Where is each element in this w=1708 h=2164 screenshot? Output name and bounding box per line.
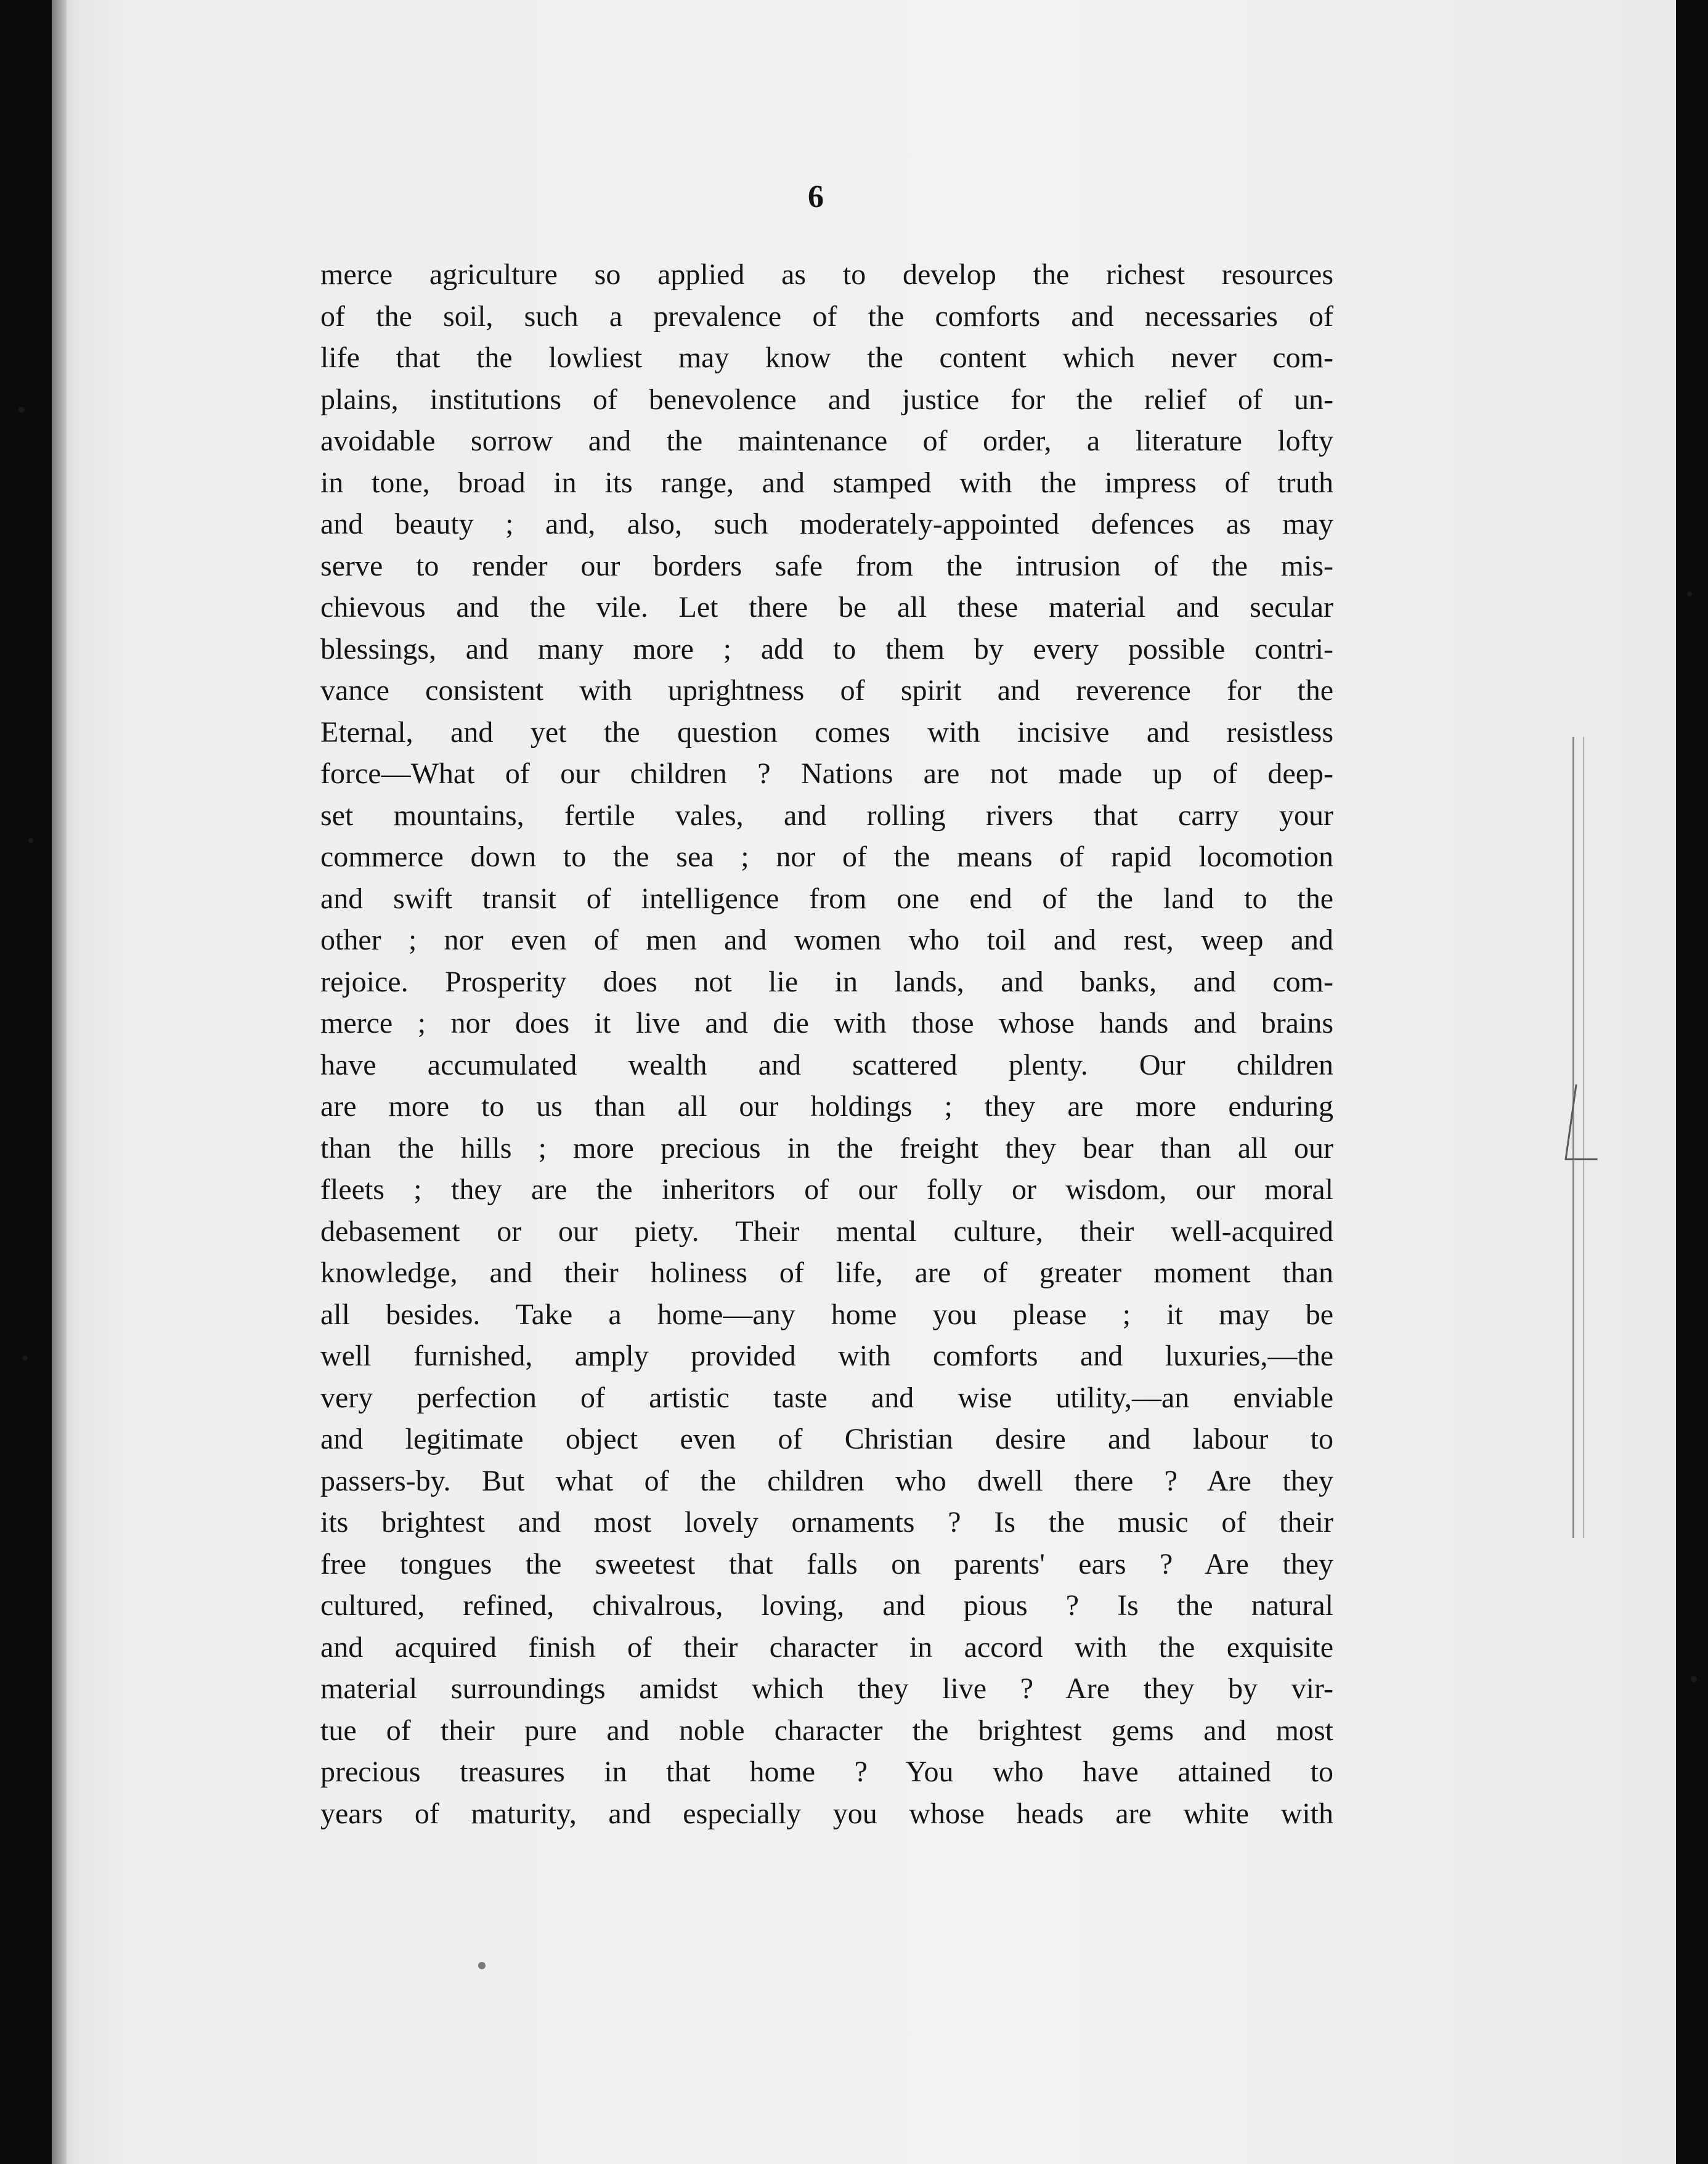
- dust-speck: [1691, 1676, 1697, 1682]
- text-line: set mountains, fertile vales, and rolling rivers that carry your: [320, 799, 1333, 832]
- text-line: Eternal, and yet the question comes with incisive and resistless: [320, 715, 1333, 749]
- text-line: years of maturity, and especially you whose heads are white with: [320, 1797, 1333, 1830]
- text-line: commerce down to the sea ; nor of the means of rapid locomotion: [320, 840, 1333, 873]
- text-line: and acquired finish of their character in accord with the exquisite: [320, 1630, 1333, 1664]
- text-line: force—What of our children ? Nations are not made up of deep-: [320, 757, 1333, 790]
- text-line: very perfection of artistic taste and wise utility,—an enviable: [320, 1381, 1333, 1414]
- text-line: cultured, refined, chivalrous, loving, and pious ? Is the natural: [320, 1589, 1333, 1622]
- text-line: avoidable sorrow and the maintenance of order, a literature lofty: [320, 425, 1333, 457]
- text-line: serve to render our borders safe from the intrusion of the mis-: [320, 549, 1333, 582]
- body-text: [320, 254, 1333, 1834]
- text-line: plains, institutions of benevolence and justice for the relief of un-: [320, 383, 1333, 416]
- text-line: vance consistent with uprightness of spirit and reverence for the: [320, 674, 1333, 707]
- text-line: tue of their pure and noble character the brightest gems and most: [320, 1714, 1333, 1747]
- text-line: and swift transit of intelligence from one end of the land to the: [320, 882, 1333, 915]
- text-line: debasement or our piety. Their mental culture, their well-acquired: [320, 1214, 1333, 1248]
- text-line: other ; nor even of men and women who toil and rest, weep and: [320, 924, 1333, 956]
- text-line: are more to us than all our holdings ; they are more enduring: [320, 1090, 1333, 1123]
- text-line: life that the lowliest may know the content which never com-: [320, 341, 1333, 374]
- text-line: merce agriculture so applied as to develop the richest resources: [320, 258, 1333, 291]
- text-line: chievous and the vile. Let there be all these material and secular: [320, 591, 1333, 624]
- page-edge-shadow: [52, 0, 67, 2164]
- text-line: blessings, and many more ; add to them by every possible contri-: [320, 632, 1333, 665]
- text-line: than the hills ; more precious in the freight they bear than all our: [320, 1131, 1333, 1165]
- text-line: knowledge, and their holiness of life, are of greater moment than: [320, 1256, 1333, 1289]
- page-number: 6: [808, 179, 824, 214]
- dust-speck: [28, 838, 33, 843]
- text-line: in tone, broad in its range, and stamped with the impress of truth: [320, 466, 1333, 499]
- text-line: free tongues the sweetest that falls on parents' ears ? Are they: [320, 1547, 1333, 1580]
- dust-speck: [1687, 592, 1692, 596]
- text-line: all besides. Take a home—any home you please ; it may be: [320, 1298, 1333, 1331]
- dust-speck: [478, 1962, 486, 1969]
- text-line: fleets ; they are the inheritors of our folly or wisdom, our moral: [320, 1173, 1333, 1206]
- text-line: well furnished, amply provided with comforts and luxuries,—the: [320, 1340, 1333, 1372]
- text-line: of the soil, such a prevalence of the comforts and necessaries of: [320, 299, 1333, 333]
- dust-speck: [18, 407, 25, 413]
- text-line: passers-by. But what of the children who dwell there ? Are they: [320, 1464, 1333, 1497]
- text-line: material surroundings amidst which they live ? Are they by vir-: [320, 1672, 1333, 1705]
- text-line: its brightest and most lovely ornaments ? Is the music of their: [320, 1506, 1333, 1539]
- dust-speck: [22, 1356, 28, 1361]
- text-line: have accumulated wealth and scattered plenty. Our children: [320, 1048, 1333, 1081]
- text-line: and beauty ; and, also, such moderately-appointed defences as may: [320, 508, 1333, 540]
- text-line: rejoice. Prosperity does not lie in lands, and banks, and com-: [320, 965, 1333, 998]
- text-line: merce ; nor does it live and die with those whose hands and brains: [320, 1007, 1333, 1039]
- text-line: precious treasures in that home ? You who have attained to: [320, 1755, 1333, 1788]
- text-line: and legitimate object even of Christian desire and labour to: [320, 1423, 1333, 1455]
